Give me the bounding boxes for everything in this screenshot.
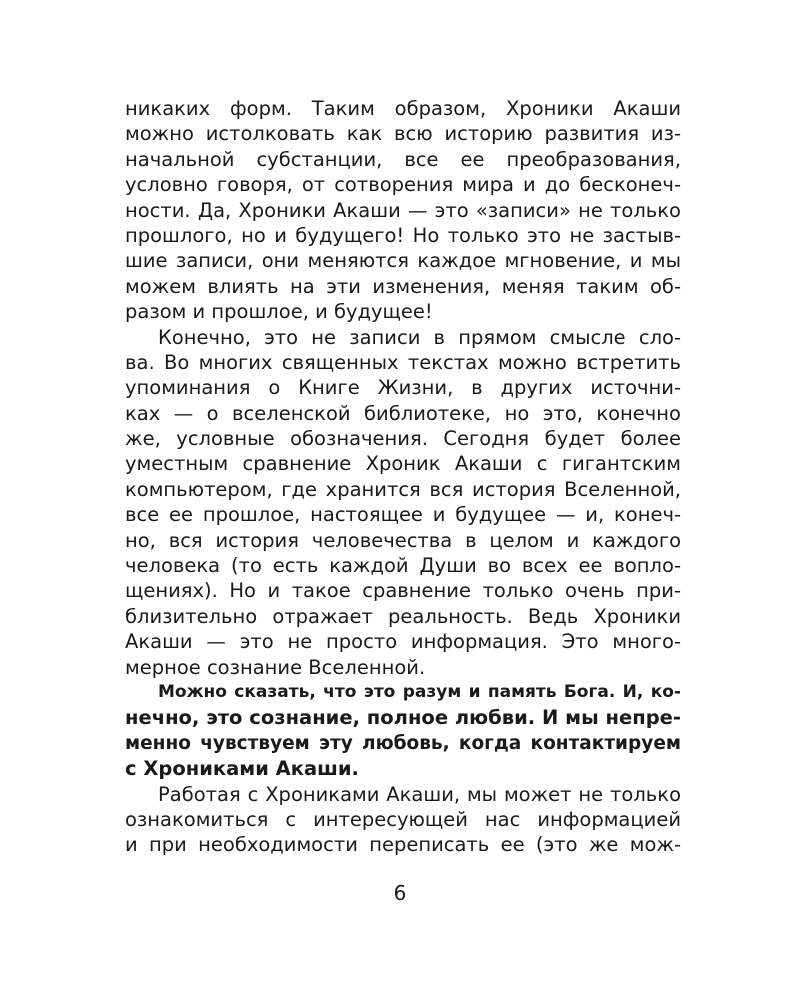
text-line: начальной субстанции, все ее преобразования, xyxy=(125,147,681,171)
text-line: ознакомиться с интересующей нас информацией xyxy=(125,807,681,831)
text-line: прошлого, но и будущего! Но только это не застыв- xyxy=(125,223,681,247)
text-line: никаких форм. Таким образом, Хроники Акаши xyxy=(125,97,681,120)
text-line: Работая с Хрониками Акаши, мы может не только xyxy=(158,782,681,806)
text-line: Конечно, это не записи в прямом смысле сло- xyxy=(158,325,681,349)
text-line: компьютером, где хранится вся история Вселенной, xyxy=(125,477,681,501)
text-line: близительно отражает реальность. Ведь Хроники xyxy=(125,604,681,628)
text-line: ках — о вселенской библиотеке, но это, конечно xyxy=(125,401,681,425)
text-line: но, вся история человечества в целом и каждого xyxy=(125,528,681,552)
body-text xyxy=(125,96,681,858)
text-line: уместным сравнение Хроник Акаши с гигантским xyxy=(125,452,681,476)
text-line: и при необходимости переписать ее (это же мож- xyxy=(125,833,681,857)
text-line: условно говоря, от сотворения мира и до бесконеч- xyxy=(125,173,681,197)
text-line: щениях). Но и такое сравнение только очень при- xyxy=(125,579,681,603)
text-line: менно чувствуем эту любовь, когда контактируем xyxy=(125,732,681,754)
text-line: шие записи, они меняются каждое мгновение, и мы xyxy=(125,249,681,273)
text-line: упоминания о Книге Жизни, в других источни- xyxy=(125,376,681,400)
text-line: же, условные обозначения. Сегодня будет более xyxy=(125,427,681,451)
text-line: можем влиять на эти изменения, меняя таким об- xyxy=(125,274,681,298)
text-line: ности. Да, Хроники Акаши — это «записи» не только xyxy=(125,198,681,222)
text-line: нечно, это сознание, полное любви. И мы непре- xyxy=(125,706,681,730)
text-line: все ее прошлое, настоящее и будущее — и, конеч- xyxy=(125,503,681,527)
text-line: Акаши — это не просто информация. Это много- xyxy=(125,630,681,654)
text-line: с Хрониками Акаши. xyxy=(125,757,359,781)
text-line: можно истолковать как всю историю развития из- xyxy=(125,122,681,146)
text-line: ва. Во многих священных текстах можно встретить xyxy=(125,350,681,374)
page-number: 6 xyxy=(393,881,407,905)
text-line: человека (то есть каждой Души во всех ее вопло- xyxy=(125,554,681,578)
text-line: Можно сказать, что это разум и память Бога. И, ко- xyxy=(158,681,681,702)
text-line: разом и прошлое, и будущее! xyxy=(125,300,433,324)
text-line: мерное сознание Вселенной. xyxy=(125,655,426,679)
